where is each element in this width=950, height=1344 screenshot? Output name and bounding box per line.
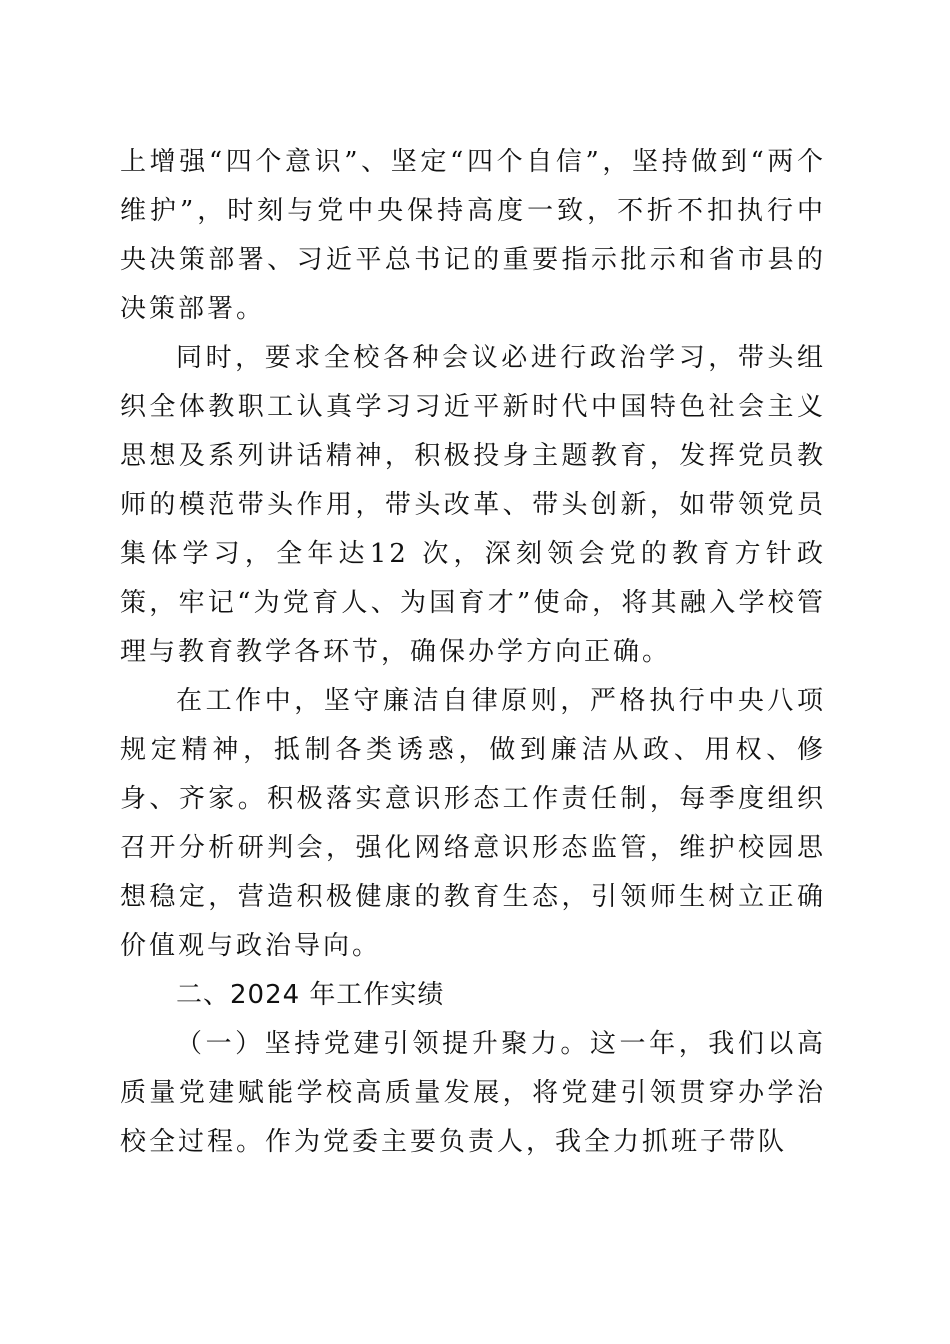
paragraph-integrity: 在工作中，坚守廉洁自律原则，严格执行中央八项规定精神，抵制各类诱惑，做到廉洁从政、用权、修身、齐家。积极落实意识形态工作责任制，每季度组织召开分析研判会，强化网络意识形态监管，维护校园思想稳定，营造积极健康的教育生态，引领师生树立正确价值观与政治导向。 (120, 686, 826, 961)
subsection-text: 这一年，我们以高质量党建赋能学校高质量发展，将党建引领贯穿办学治校全过程。作为党委主要负责人，我全力抓班子带队 (120, 1029, 826, 1157)
paragraph-political-awareness: 上增强“四个意识”、坚定“四个自信”，坚持做到“两个维护”，时刻与党中央保持高度一致，不折不扣执行中央决策部署、习近平总书记的重要指示批示和省市县的决策部署。 (120, 147, 826, 324)
subsection-lead: （一）坚持党建引领提升聚力。 (176, 1029, 590, 1059)
section-heading-2024-achievements: 二、2024 年工作实绩 (176, 980, 445, 1010)
paragraph-political-study: 同时，要求全校各种会议必进行政治学习，带头组织全体教职工认真学习习近平新时代中国特色社会主义思想及系列讲话精神，积极投身主题教育，发挥党员教师的模范带头作用，带头改革、带头创新，如带领党员集体学习，全年达12 次，深刻领会党的教育方针政策，牢记“为党育人、为国育才”使命，将其融入学校管理与教育教学各环节，确保办学方向正确。 (120, 343, 826, 667)
document-body (120, 138, 826, 1167)
paragraph-party-building (120, 1020, 826, 1167)
